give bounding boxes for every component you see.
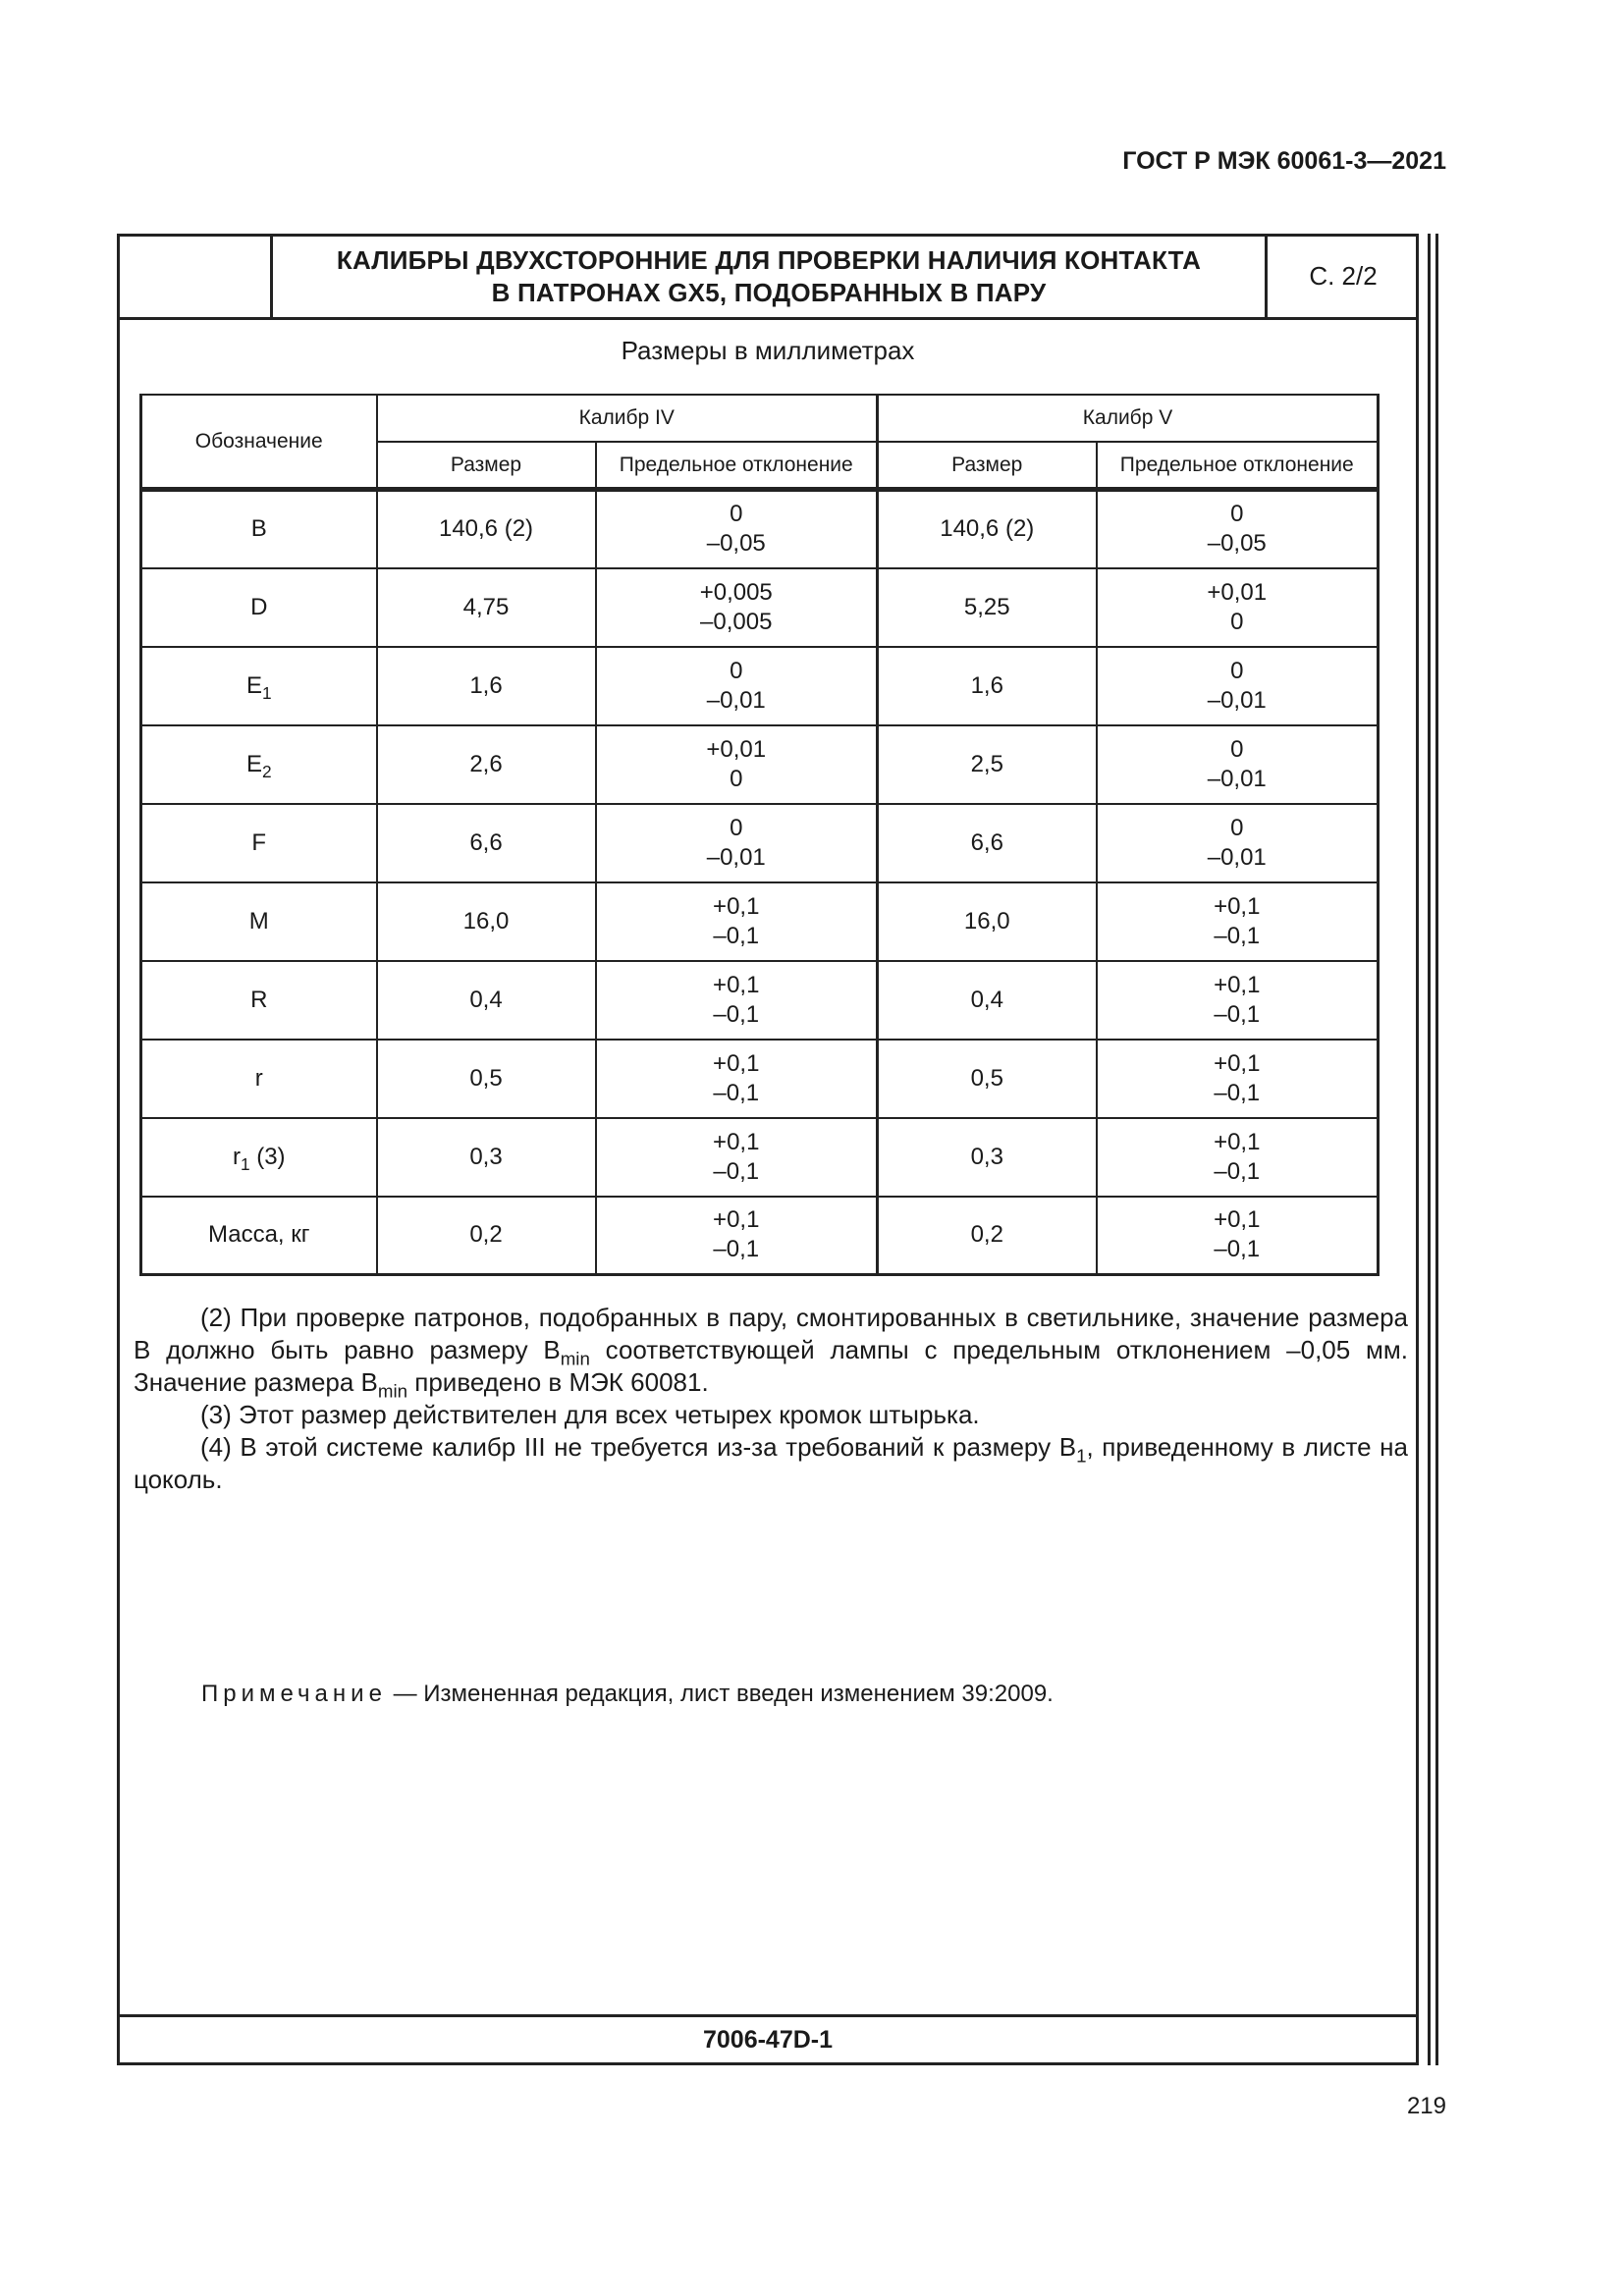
iv-size-cell: 140,6 (2) <box>377 490 596 568</box>
v-size-cell: 0,4 <box>878 961 1097 1040</box>
v-size-cell: 6,6 <box>878 804 1097 882</box>
iv-size-cell: 0,5 <box>377 1040 596 1118</box>
header-divider <box>117 317 1419 320</box>
iv-deviation-cell: 0 –0,05 <box>596 490 878 568</box>
iv-deviation-cell: +0,1 –0,1 <box>596 1040 878 1118</box>
iv-deviation-cell: 0 –0,01 <box>596 804 878 882</box>
v-deviation-cell: +0,1 –0,1 <box>1097 1040 1379 1118</box>
iv-deviation-cell: +0,1 –0,1 <box>596 1197 878 1275</box>
v-deviation-cell: +0,1 –0,1 <box>1097 1118 1379 1197</box>
iv-size-cell: 0,4 <box>377 961 596 1040</box>
v-size-cell: 16,0 <box>878 882 1097 961</box>
v-size-cell: 0,5 <box>878 1040 1097 1118</box>
page-number: 219 <box>1406 2093 1446 2119</box>
iv-deviation-cell: +0,1 –0,1 <box>596 961 878 1040</box>
iv-size-cell: 4,75 <box>377 568 596 647</box>
footnote-2: (2) При проверке патронов, подобранных в пару, смонтированных в светильнике, значение размера B должно быть равно размеру $B_{min}$ соответствующей лампы с предельным отклонением –0,05 мм. Значение размера $B_{min}$ приведено в МЭК 60081. <box>134 1303 1408 1402</box>
gauge-v-header: Калибр V <box>878 395 1379 442</box>
iv-deviation-header: Предельное отклонение <box>596 442 878 490</box>
v-deviation-cell: 0 –0,01 <box>1097 804 1379 882</box>
remark-note <box>201 1681 1380 1708</box>
frame-double-line <box>1428 234 1431 2065</box>
table-body <box>141 490 1379 1275</box>
v-deviation-header: Предельное отклонение <box>1097 442 1379 490</box>
iv-deviation-cell: +0,01 0 <box>596 725 878 804</box>
footnote-3: (3) Этот размер действителен для всех четырех кромок штырька. <box>200 1400 980 1429</box>
iv-size-cell: 2,6 <box>377 725 596 804</box>
remark-label: Примечание <box>201 1681 387 1707</box>
footnote-4: (4) В этой системе калибр III не требуется из-за требований к размеру $B_1$, приведенному в листе на цоколь. <box>134 1432 1409 1494</box>
designation-cell: D <box>141 568 377 647</box>
table-row <box>141 1040 1379 1118</box>
table-row <box>141 568 1379 647</box>
gauge-iv-header: Калибр IV <box>377 395 878 442</box>
sheet-title-line1: КАЛИБРЫ ДВУХСТОРОННИЕ ДЛЯ ПРОВЕРКИ НАЛИЧИЯ КОНТАКТА <box>336 244 1202 275</box>
iv-size-cell: 16,0 <box>377 882 596 961</box>
table-row <box>141 1118 1379 1197</box>
units-caption: Размеры в миллиметрах <box>621 336 915 365</box>
designation-cell: F <box>141 804 377 882</box>
table-row <box>141 961 1379 1040</box>
v-size-cell: 0,2 <box>878 1197 1097 1275</box>
designation-cell: $E_1$ <box>141 647 377 725</box>
v-deviation-cell: +0,01 0 <box>1097 568 1379 647</box>
designation-cell: M <box>141 882 377 961</box>
iv-size-cell: 1,6 <box>377 647 596 725</box>
footnotes <box>134 1302 1408 1496</box>
v-size-cell: 5,25 <box>878 568 1097 647</box>
iv-size-cell: 6,6 <box>377 804 596 882</box>
iv-deviation-cell: +0,1 –0,1 <box>596 882 878 961</box>
table-row <box>141 804 1379 882</box>
v-deviation-cell: 0 –0,01 <box>1097 647 1379 725</box>
designation-cell: Масса, кг <box>141 1197 377 1275</box>
designation-cell: $E_2$ <box>141 725 377 804</box>
v-size-cell: 1,6 <box>878 647 1097 725</box>
v-deviation-cell: 0 –0,01 <box>1097 725 1379 804</box>
v-deviation-cell: +0,1 –0,1 <box>1097 1197 1379 1275</box>
v-deviation-cell: +0,1 –0,1 <box>1097 882 1379 961</box>
frame-double-line <box>1435 234 1438 2065</box>
designation-header: Обозначение <box>141 395 377 490</box>
iv-size-header: Размер <box>377 442 596 490</box>
v-size-cell: 140,6 (2) <box>878 490 1097 568</box>
iv-size-cell: 0,3 <box>377 1118 596 1197</box>
header-left-cell <box>117 234 273 319</box>
iv-size-cell: 0,2 <box>377 1197 596 1275</box>
v-size-cell: 0,3 <box>878 1118 1097 1197</box>
dimensions-table <box>139 394 1380 1276</box>
v-size-header: Размер <box>878 442 1097 490</box>
designation-cell: r <box>141 1040 377 1118</box>
designation-cell: R <box>141 961 377 1040</box>
v-deviation-cell: +0,1 –0,1 <box>1097 961 1379 1040</box>
table-row <box>141 725 1379 804</box>
table-row <box>141 1197 1379 1275</box>
remark-text: — Измененная редакция, лист введен изменением 39:2009. <box>386 1681 1054 1707</box>
designation-cell: $r_1$ (3) <box>141 1118 377 1197</box>
designation-cell: B <box>141 490 377 568</box>
table-row <box>141 882 1379 961</box>
v-deviation-cell: 0 –0,05 <box>1097 490 1379 568</box>
sheet-title <box>273 234 1265 319</box>
sheet-number: С. 2/2 <box>1265 234 1419 319</box>
iv-deviation-cell: +0,005 –0,005 <box>596 568 878 647</box>
sheet-code: 7006-47D-1 <box>702 2025 834 2054</box>
sheet-title-line2: В ПАТРОНАХ GX5, ПОДОБРАННЫХ В ПАРУ <box>491 277 1047 307</box>
standard-code: ГОСТ Р МЭК 60061-3—2021 <box>1122 147 1446 175</box>
table-row <box>141 490 1379 568</box>
v-size-cell: 2,5 <box>878 725 1097 804</box>
table-row <box>141 647 1379 725</box>
iv-deviation-cell: 0 –0,01 <box>596 647 878 725</box>
iv-deviation-cell: +0,1 –0,1 <box>596 1118 878 1197</box>
